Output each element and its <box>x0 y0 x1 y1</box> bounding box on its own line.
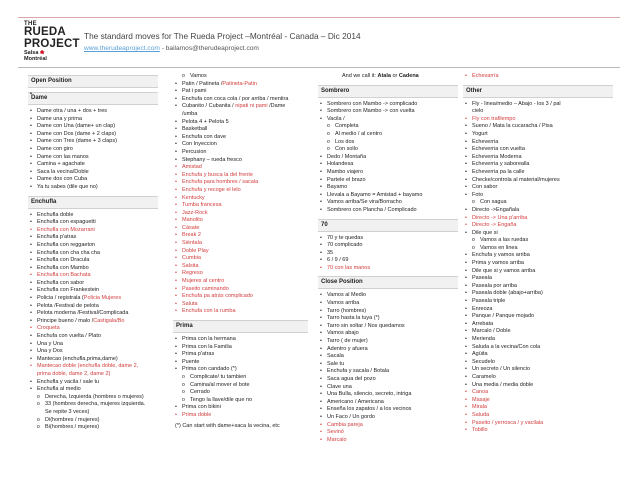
column-1 <box>28 73 158 432</box>
list-item: • Dame con las manos <box>28 154 158 162</box>
list-item: • Marcalo / Doble <box>463 328 613 336</box>
list-item: • Canoa <box>463 389 613 397</box>
list-item: o Con sollo <box>318 146 458 154</box>
list-item: • Prima doble <box>173 412 308 420</box>
list-item: • Partele el brazo <box>318 177 458 185</box>
list-item: • Enchufla con Mozarrani <box>28 227 158 235</box>
list-item: • Camina + agachate <box>28 161 158 169</box>
list-item: • 35 <box>318 250 458 258</box>
list-item: • Vamos abajo <box>318 330 458 338</box>
list-item: • Prima con la hermana <box>173 336 308 344</box>
list-item: • Croqueta <box>28 325 158 333</box>
list-item: • Directo -> Engaña <box>463 222 613 230</box>
list-item: • Echeverria pa la calle <box>463 169 613 177</box>
section-sombrero: Sombrero <box>318 85 458 98</box>
list-item: • Panque / Panque mojado <box>463 313 613 321</box>
col2-top-list <box>173 73 308 316</box>
list-item: prima doble, dame 2, dame 2) <box>37 371 111 377</box>
list-item: • Prima con bikini <box>173 404 308 412</box>
list-item: • Dame con Tres (dame + 3 claps) <box>28 138 158 146</box>
list-item: o Cerrado <box>173 389 308 397</box>
list-item: o Completa <box>318 123 458 131</box>
list-item: • Cubanito / Cubanita / nipati ni pami /Dame <box>173 103 308 111</box>
list-item: • Pelota 4 + Pelota 5 <box>173 119 308 127</box>
list-item: • Un secreto / Un silencio <box>463 366 613 374</box>
list-item: • Foto <box>463 192 613 200</box>
list-item: o Vamos en linea <box>463 245 613 253</box>
col4-top-list <box>463 73 613 81</box>
website-link[interactable]: www.therudeaproject.com <box>84 45 160 52</box>
list-item: o Al medio / al centro <box>318 131 458 139</box>
logo-the: THE <box>24 21 37 27</box>
list-item: • 70 y te quedas <box>318 235 458 243</box>
list-item: • Una y Dos <box>28 348 158 356</box>
section-dame: Dame <box>28 92 158 105</box>
list-item: • Tarro sin soltar / Nos quedamos <box>318 323 458 331</box>
list-item: • Dame con giro <box>28 146 158 154</box>
list-item: • Mujeres al centro <box>173 278 308 286</box>
atala-note: And we call it: Atala or Cadena <box>342 73 419 79</box>
list-item: o Tengo la llave/dile que no <box>173 397 308 405</box>
list-item: • Enchufla al medio <box>28 386 158 394</box>
list-item: • Dame con Una (dame+ un clap) <box>28 123 158 131</box>
list-item: • 6 / 9 / 69 <box>318 257 458 265</box>
column-2 <box>173 73 308 430</box>
list-item: • Enchufa y sacala / Botala <box>318 368 458 376</box>
list-item: • Tarro hasta la tuya (*) <box>318 315 458 323</box>
list-item: • Enchufla con Dracula <box>28 257 158 265</box>
list-item: • Sevinó <box>318 429 458 437</box>
prima-list <box>173 336 308 420</box>
sombrero-list <box>318 101 458 215</box>
logo-subtitle <box>24 51 64 62</box>
list-item: • Saluta <box>173 301 308 309</box>
list-item: • Tobillo <box>463 427 613 435</box>
list-item: • Con Inyeccion <box>173 141 308 149</box>
list-item: • Patin / Patineta /Patineta-Patin <box>173 81 308 89</box>
list-item: • Sueno / Mata la cucaracha / Pisa <box>463 123 613 131</box>
list-item: • Sacala <box>318 353 458 361</box>
list-item: • Stephany – rueda fresco <box>173 157 308 165</box>
top-rule <box>18 17 620 18</box>
page-title: The standard moves for The Rueda Project –Montréal - Canada – Dic 2014 <box>84 31 361 41</box>
list-item: • Enchufla con Frankestein <box>28 287 158 295</box>
list-item: • Fly con trafilempo <box>463 116 613 124</box>
list-item: • Directo ->Engañala <box>463 207 613 215</box>
list-item: • Dile que si <box>463 230 613 238</box>
list-item: • Vamos arriba/Se vira/Borracho <box>318 199 458 207</box>
list-item: • Enchufla con espaguetti <box>28 219 158 227</box>
list-item: o Complicate/ tu tambien <box>173 374 308 382</box>
list-item: • Arrebata <box>463 321 613 329</box>
list-item: • Mantecao (enchufla,prima,dame) <box>28 356 158 364</box>
list-item: • Vamos al Medio <box>318 292 458 300</box>
seventy-list <box>318 235 458 273</box>
list-item: • Puente <box>173 359 308 367</box>
list-item: • Dile que si y vamos arriba <box>463 268 613 276</box>
list-item: • Pelota moderna /Festival/Complicada <box>28 310 158 318</box>
list-item: • Echevarría <box>463 73 613 81</box>
section-other: Other <box>463 85 613 98</box>
enchufla-list <box>28 212 158 432</box>
list-item: • Llevala a Bayamo = Amistad + bayamo <box>318 192 458 200</box>
list-item: • Caramelo <box>463 374 613 382</box>
list-item: • Dedo / Montaña <box>318 154 458 162</box>
close-list <box>318 292 458 444</box>
list-item: o 33 (hombres derecha, mujeres izquierda. <box>28 401 158 409</box>
list-item: • Yogurt <box>463 131 613 139</box>
column-4 <box>463 73 613 435</box>
list-item: • Enchufla con sabor <box>28 280 158 288</box>
list-item: • Saca la vecina/Doble <box>28 169 158 177</box>
list-item: • Sombrero con Plancha / Complicado <box>318 207 458 215</box>
list-item: • 70 complicado <box>318 242 458 250</box>
list-item: • Secudelo <box>463 359 613 367</box>
list-item: • Amistad <box>173 164 308 172</box>
list-item: • Basketball <box>173 126 308 134</box>
list-item: • Paseala doble (abajo+arriba) <box>463 290 613 298</box>
section-prima: Prima <box>173 320 308 333</box>
section-open-position: Open Position <box>28 75 158 88</box>
list-item: • Enreoza <box>463 306 613 314</box>
list-item: • Holandesa <box>318 161 458 169</box>
section-enchufla: Enchufla <box>28 196 158 209</box>
list-item: o Los dos <box>318 139 458 147</box>
list-item: • Cambia pareja <box>318 422 458 430</box>
list-item: • Directo -> Una p'arriba <box>463 215 613 223</box>
list-item: • Pelota /Festival de pelota <box>28 303 158 311</box>
list-item: • Kentucky <box>173 195 308 203</box>
list-item: o Vamos <box>173 73 308 81</box>
list-item: • Una y Una <box>28 341 158 349</box>
list-item: • Merienda <box>463 336 613 344</box>
list-item: • Break 2 <box>173 232 308 240</box>
list-item: • Policia / registrala (Policia Mujeres <box>28 295 158 303</box>
list-item: • Mambo viajero <box>318 169 458 177</box>
list-item: • Enchufla y vacila / sale tu <box>28 379 158 387</box>
list-item: • Dame una y prima <box>28 116 158 124</box>
list-item: • Enchufa para hombres / sacala <box>173 179 308 187</box>
list-item: • Clave una <box>318 384 458 392</box>
list-item: • Siéntala <box>173 240 308 248</box>
list-item: • Bayamo <box>318 184 458 192</box>
list-item: o Di(hombres / mujeres) <box>28 417 158 425</box>
list-item: • Doble Play <box>173 248 308 256</box>
list-item: o Vamos a las ruedas <box>463 237 613 245</box>
list-item: • Saluda <box>463 412 613 420</box>
list-item: • Paseito / yerrosca / y vacilala <box>463 420 613 428</box>
list-item: • Prima p'atras <box>173 351 308 359</box>
list-item: • Jazz-Rock <box>173 210 308 218</box>
list-item: • Fly - linea/medio – Abajo - los 3 / pal <box>463 101 613 109</box>
list-item: • 70 con las manos <box>318 265 458 273</box>
list-item: • Enseña los zapatos / a los vecinos <box>318 406 458 414</box>
list-item: o Con sagua <box>463 199 613 207</box>
list-item: • Enchufa con coca cola / por arriba / mentira <box>173 96 308 104</box>
list-item: • Paseala <box>463 275 613 283</box>
dame-list <box>28 108 158 192</box>
list-item: • Enchufla con reggaeton <box>28 242 158 250</box>
list-item: Se repite 3 veces) <box>45 408 90 415</box>
list-item: o Bi(hombres / mujeres) <box>28 424 158 432</box>
list-item: • Enchufa y busca la del frente <box>173 172 308 180</box>
contact-line <box>84 45 259 52</box>
list-item: • Echeverria <box>463 139 613 147</box>
list-item: • Dame dos con Cuba <box>28 176 158 184</box>
column-3 <box>318 73 458 444</box>
list-item: • Enchufla p'atras <box>28 234 158 242</box>
logo-rueda: RUEDA <box>24 26 66 38</box>
list-item: • Enchufa con vuelta / Plato <box>28 333 158 341</box>
list-item: • Paseito caminando <box>173 286 308 294</box>
section-70: 70 <box>318 219 458 232</box>
list-item: • Principe bueno / malo /Castigala/Bo <box>28 318 158 326</box>
list-item: • Enchufla con Mambo <box>28 265 158 273</box>
list-item: • Cumbia <box>173 255 308 263</box>
list-item: • Masaje <box>463 397 613 405</box>
logo-project: PROJECT <box>24 37 80 50</box>
list-item: • Un Faco / Un gordo <box>318 414 458 422</box>
list-item: • Tarro ( de mujer) <box>318 338 458 346</box>
list-item: • Enchufa pa atrás complicado <box>173 293 308 301</box>
list-item: • Tarro (hombres) <box>318 308 458 316</box>
email-text: - bailamos@therudeaproject.com <box>159 45 259 52</box>
logo-subtitle-2: Montréal <box>24 55 47 62</box>
list-item: • Dame con Dos (dame + 2 claps) <box>28 131 158 139</box>
list-item: • Saluda a la vecina/Con cola <box>463 344 613 352</box>
list-item: • Checke/controla al material/mujeres <box>463 177 613 185</box>
list-item: • Pat i pami <box>173 88 308 96</box>
list-item: • Echeverria con vuelta <box>463 146 613 154</box>
maple-leaf-icon: ❀ <box>39 50 45 56</box>
list-item: • Americano / Americana <box>318 399 458 407</box>
prima-note: (*) Can start with dame+saca la vecina, etc <box>175 422 280 429</box>
logo-subtitle-1: Salsa <box>24 50 39 56</box>
list-item: o Camina/al mover el bote <box>173 382 308 390</box>
list-item: • Enchufla doble <box>28 212 158 220</box>
list-item: • Ya tu sabes (dile que no) <box>28 184 158 192</box>
list-item: • Con sabor <box>463 184 613 192</box>
list-item: o Derecha, Izquierda (hombres o mujeres) <box>28 394 158 402</box>
header-rule <box>18 67 620 68</box>
list-item: cielo <box>472 108 484 115</box>
list-item: • Paseala por arriba <box>463 283 613 291</box>
list-item: • Marcalo <box>318 437 458 445</box>
list-item: • Percusion <box>173 149 308 157</box>
list-item: • Una Bulla, silencio, secreto, intriga <box>318 391 458 399</box>
list-item: • Una media / media doble <box>463 382 613 390</box>
list-item: /umba <box>182 110 198 117</box>
section-close-position: Close Position <box>318 276 458 289</box>
list-item: • Dame otra / una + dos + tres <box>28 108 158 116</box>
list-item: • Manolito <box>173 217 308 225</box>
list-item: • Echeverria y saborealla <box>463 161 613 169</box>
list-item: • Cásate <box>173 225 308 233</box>
list-item: • Tumba francesa <box>173 202 308 210</box>
list-item: • Sale tu <box>318 361 458 369</box>
list-item: • Vamos arriba <box>318 300 458 308</box>
list-item: • Prima con la Familia <box>173 344 308 352</box>
list-item: • Enchufa con la rumba <box>173 308 308 316</box>
list-item: • Enchufla con cha cha cha <box>28 250 158 258</box>
list-item: • Prima con candado (*) <box>173 366 308 374</box>
list-item: • Paseala triple <box>463 298 613 306</box>
list-item: • Salsita <box>173 263 308 271</box>
list-item: • Enchufa y vamos arriba <box>463 252 613 260</box>
rueda-project-logo <box>24 21 80 62</box>
list-item: • Enchufla con Bachata <box>28 272 158 280</box>
list-item: • Mirala <box>463 404 613 412</box>
list-item: • Vacila / <box>318 116 458 124</box>
list-item: • Prima y vamos arriba <box>463 260 613 268</box>
list-item: • Regreso <box>173 270 308 278</box>
list-item: • Sombrero con Mambo -> complicado <box>318 101 458 109</box>
list-item: • Agüita <box>463 351 613 359</box>
list-item: • Adentro y afuera <box>318 346 458 354</box>
list-item: • Enchufa y recoge el lelo <box>173 187 308 195</box>
list-item: • Mantecao doble (enchufla doble, dame 2, <box>28 363 158 371</box>
list-item: • Saca agua del pozo <box>318 376 458 384</box>
other-list <box>463 101 613 435</box>
list-item: • Enchufa con dave <box>173 134 308 142</box>
list-item: • Echeverria Moderna <box>463 154 613 162</box>
list-item: • Sombrero con Mambo -> con vuelta <box>318 108 458 116</box>
